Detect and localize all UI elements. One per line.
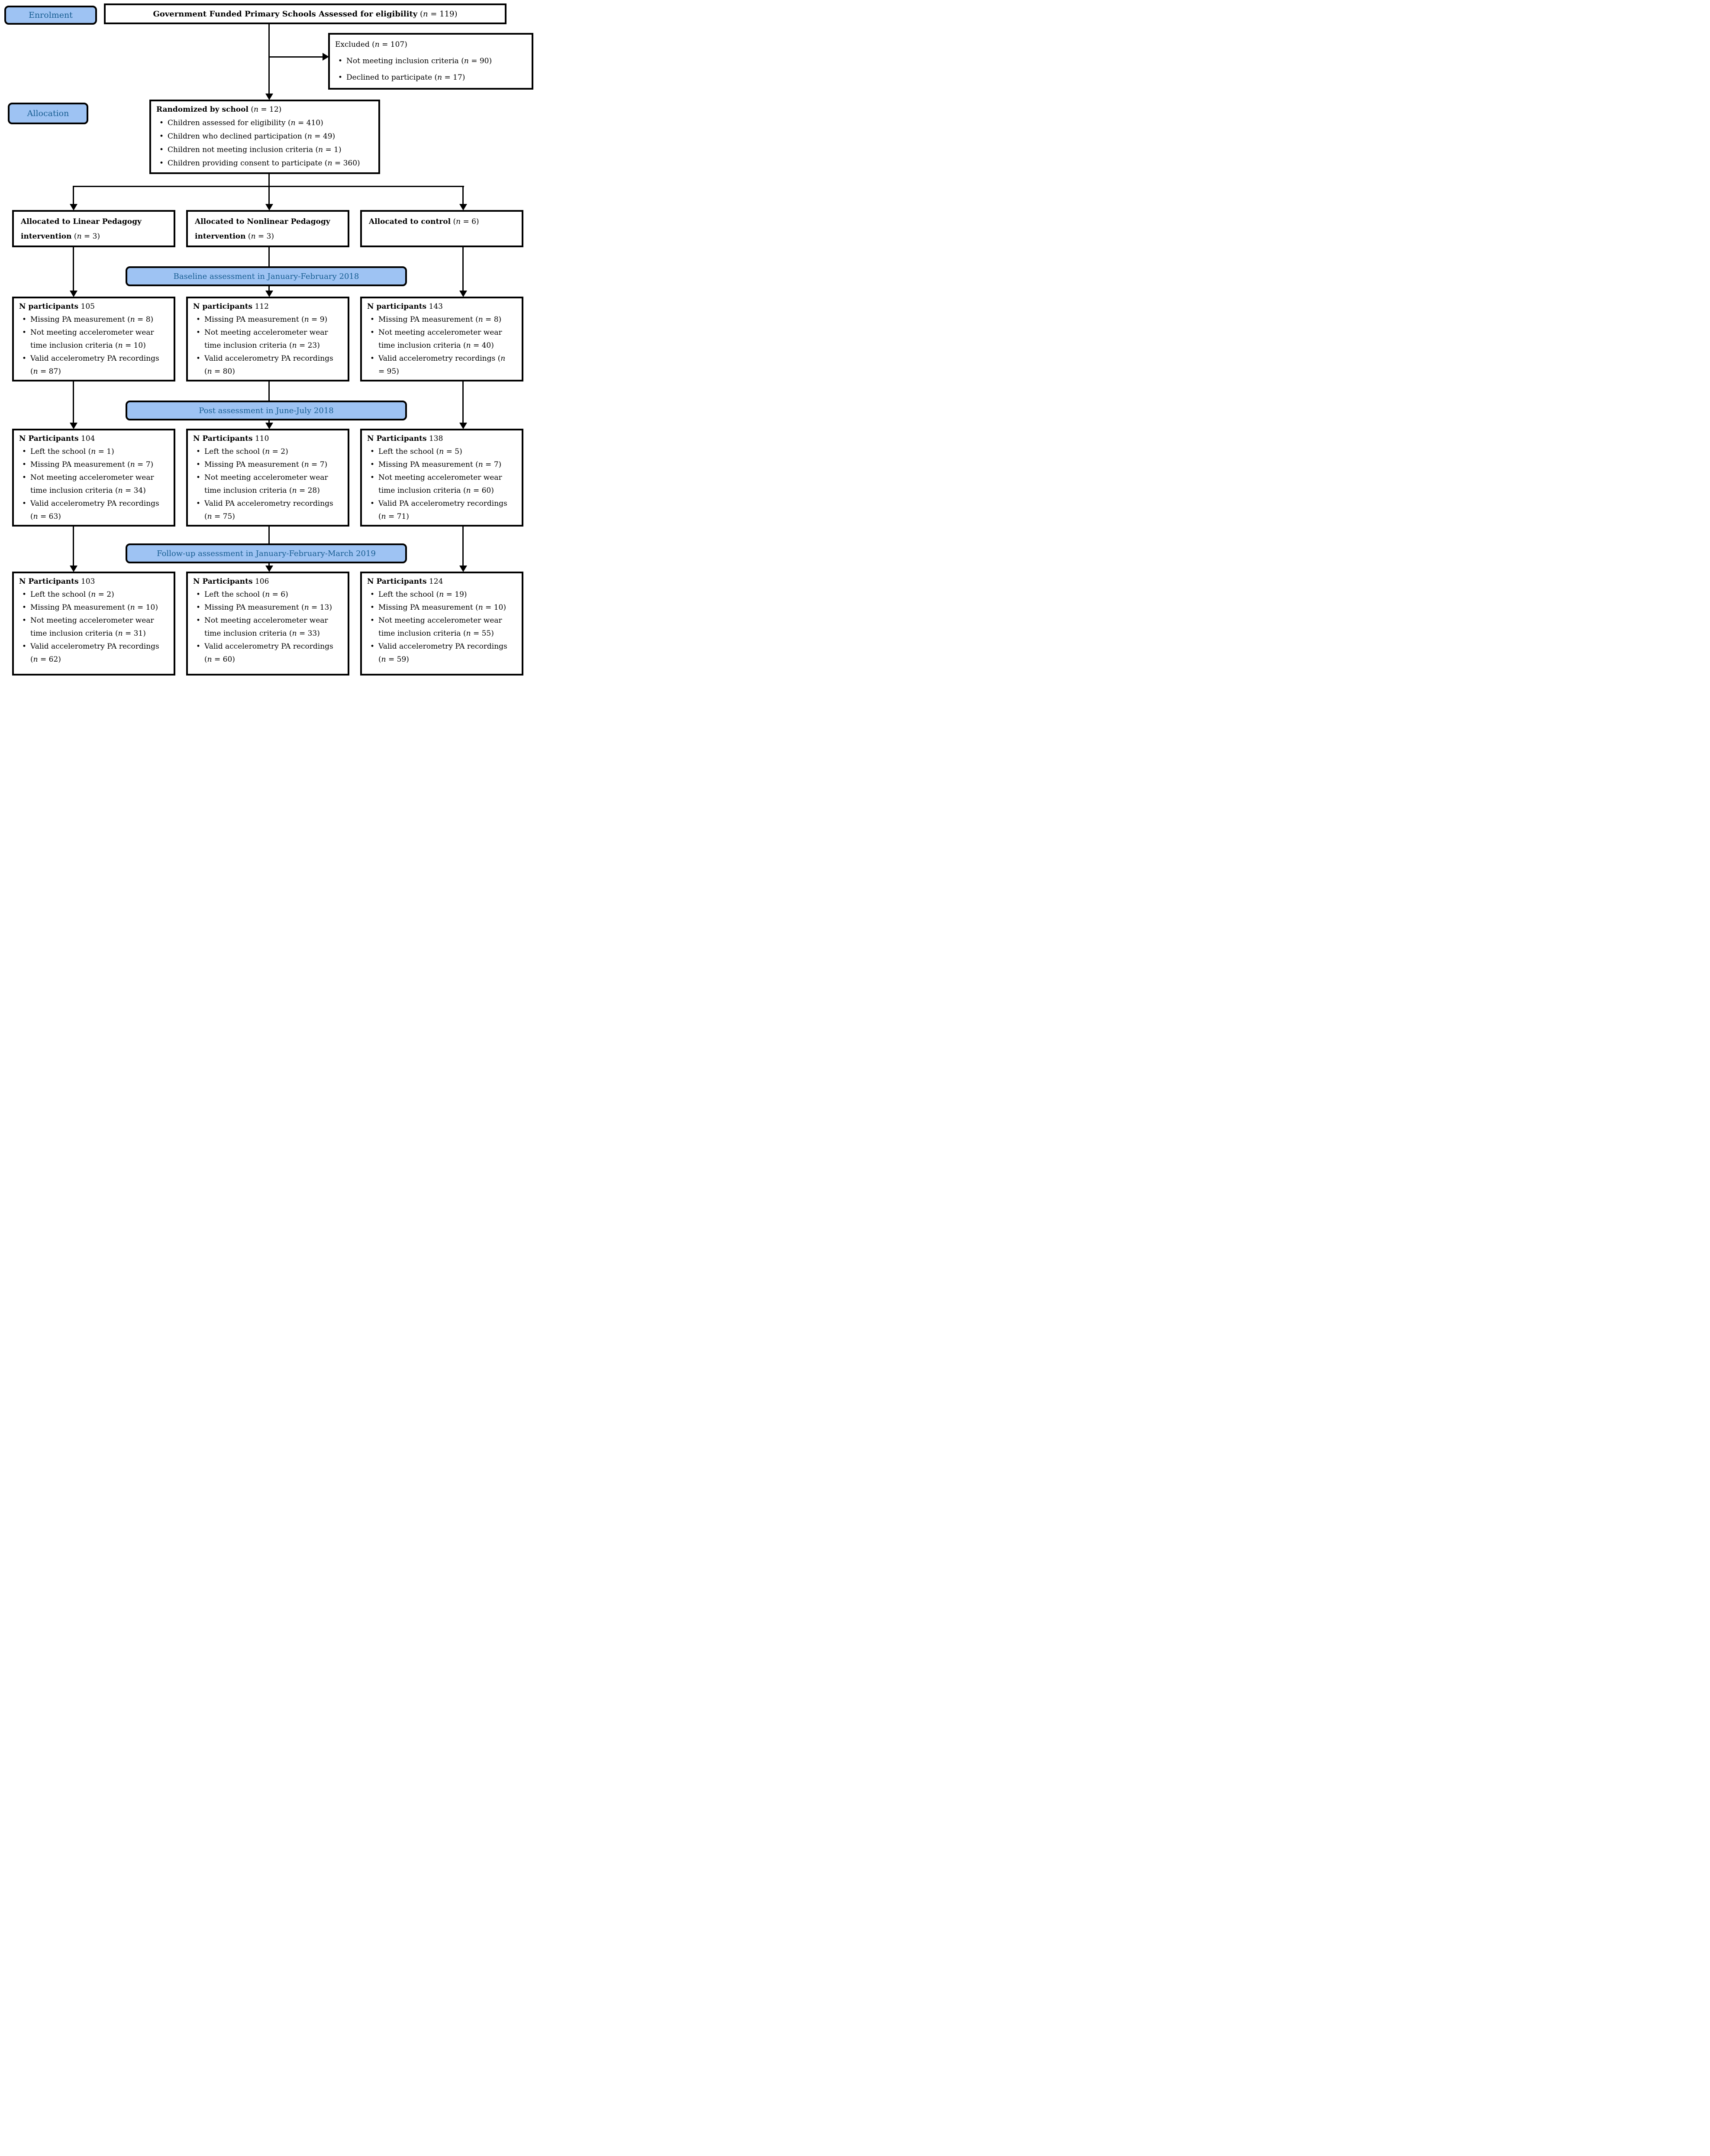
randomized-heading-bold: Randomized by school	[156, 105, 248, 114]
bullet-item: • Left the school (n = 2)	[19, 588, 163, 601]
excluded-box	[328, 33, 533, 90]
allocated-control-n: (n = 6)	[453, 217, 479, 226]
bullet-item: • Not meeting accelerometer wear time inclusion criteria (n = 34)	[19, 471, 163, 497]
arrow-down-icon	[70, 423, 77, 429]
post-control-box	[360, 429, 523, 527]
baseline-banner	[126, 266, 407, 286]
bullet-item: • Missing PA measurement (n = 13)	[193, 601, 337, 614]
bullet-item: • Valid accelerometry PA recordings (n = 63)	[19, 497, 163, 523]
bullet-item: • Valid accelerometry PA recordings (n = 87)	[19, 352, 163, 378]
connector-randomized-to-split	[268, 174, 270, 187]
bullet-item: • Missing PA measurement (n = 7)	[367, 458, 511, 471]
heading-count: 105	[81, 302, 95, 311]
eligibility-title: Government Funded Primary Schools Assessed for eligibility	[153, 9, 418, 19]
followup-control-box	[360, 572, 523, 676]
bullet-item: • Valid accelerometry PA recordings (n = 62)	[19, 640, 163, 666]
bullet-item: • Not meeting accelerometer wear time inclusion criteria (n = 28)	[193, 471, 337, 497]
allocated-control-title: Allocated to control	[369, 217, 451, 226]
allocated-linear-n: (n = 3)	[74, 232, 100, 241]
bullet-item: • Missing PA measurement (n = 10)	[367, 601, 511, 614]
followup-banner-text: Follow-up assessment in January-February-March 2019	[157, 549, 376, 558]
post-nonlinear-box	[186, 429, 349, 527]
bullet-item: • Valid accelerometry PA recordings (n = 80)	[193, 352, 337, 378]
box-heading	[19, 300, 163, 313]
eligibility-box-text	[153, 10, 457, 19]
heading-count: 143	[429, 302, 443, 311]
baseline-linear-box	[12, 297, 175, 381]
box-heading	[367, 300, 511, 313]
arrow-down-icon	[70, 566, 77, 572]
allocated-nonlinear-title: Allocated to Nonlinear Pedagogy intervention	[195, 217, 330, 241]
box-heading	[193, 432, 337, 445]
arrow-down-icon	[265, 204, 273, 210]
bullet-item: • Valid PA accelerometry recordings (n = 75)	[193, 497, 337, 523]
arrow-down-icon	[459, 291, 467, 297]
bullet-item: • Missing PA measurement (n = 9)	[193, 313, 337, 326]
heading-count: 138	[429, 434, 443, 443]
connector-right	[462, 381, 464, 423]
randomized-box	[149, 100, 380, 174]
bullet-item: • Left the school (n = 19)	[367, 588, 511, 601]
post-banner-text: Post assessment in June-July 2018	[199, 406, 334, 415]
connector-right	[462, 527, 464, 566]
connector-split-middle	[268, 186, 270, 204]
bullet-item: • Left the school (n = 2)	[193, 445, 337, 458]
randomized-n: (n = 12)	[251, 105, 282, 114]
connector-right	[462, 247, 464, 291]
arrow-down-icon	[265, 94, 273, 100]
bullet-item: • Left the school (n = 5)	[367, 445, 511, 458]
heading-bold: N Participants	[193, 577, 253, 586]
connector-to-excluded	[269, 56, 323, 58]
arrow-down-icon	[70, 204, 77, 210]
heading-bold: N Participants	[367, 577, 427, 586]
eligibility-box	[104, 3, 507, 24]
connector-top-to-randomized	[268, 24, 270, 94]
bullet-item: • Not meeting accelerometer wear time inclusion criteria (n = 60)	[367, 471, 511, 497]
heading-bold: N participants	[19, 302, 79, 311]
bullet-item: • Children assessed for eligibility (n = 410)	[156, 116, 376, 130]
baseline-nonlinear-box	[186, 297, 349, 381]
baseline-banner-text: Baseline assessment in January-February 2018	[173, 272, 359, 281]
bullet-item: • Missing PA measurement (n = 7)	[193, 458, 337, 471]
bullet-item: • Missing PA measurement (n = 10)	[19, 601, 163, 614]
heading-bold: N participants	[193, 302, 253, 311]
followup-linear-box	[12, 572, 175, 676]
connector-split-left	[73, 186, 74, 204]
arrow-down-icon	[70, 291, 77, 297]
heading-bold: N Participants	[367, 434, 427, 443]
stage-label-enrolment-text: Enrolment	[29, 10, 73, 20]
bullet-item: • Not meeting accelerometer wear time inclusion criteria (n = 55)	[367, 614, 511, 640]
bullet-item: • Not meeting accelerometer wear time inclusion criteria (n = 23)	[193, 326, 337, 352]
bullet-item: • Not meeting accelerometer wear time inclusion criteria (n = 31)	[19, 614, 163, 640]
box-heading	[193, 575, 337, 588]
arrow-down-icon	[459, 423, 467, 429]
randomized-heading	[156, 103, 376, 116]
bullet-item: • Not meeting accelerometer wear time inclusion criteria (n = 10)	[19, 326, 163, 352]
heading-bold: N Participants	[19, 577, 79, 586]
allocated-nonlinear-n: (n = 3)	[248, 232, 274, 241]
arrow-down-icon	[265, 423, 273, 429]
bullet-item: • Left the school (n = 6)	[193, 588, 337, 601]
connector-left	[73, 381, 74, 423]
bullet-item: • Valid accelerometry recordings (n = 95)	[367, 352, 511, 378]
followup-banner	[126, 543, 407, 563]
allocated-linear-box	[12, 210, 175, 247]
eligibility-n: (n = 119)	[420, 9, 458, 19]
heading-bold: N Participants	[193, 434, 253, 443]
bullet-item: • Missing PA measurement (n = 8)	[367, 313, 511, 326]
bullet-item: • Valid PA accelerometry recordings (n = 71)	[367, 497, 511, 523]
post-banner	[126, 401, 407, 420]
connector-split-right	[462, 186, 464, 204]
allocated-control-box	[360, 210, 523, 247]
bullet-item: • Not meeting accelerometer wear time inclusion criteria (n = 33)	[193, 614, 337, 640]
connector-left	[73, 247, 74, 291]
connector-middle-upper	[268, 381, 270, 401]
bullet-item: • Valid accelerometry PA recordings (n = 60)	[193, 640, 337, 666]
arrow-down-icon	[459, 204, 467, 210]
bullet-item: • Left the school (n = 1)	[19, 445, 163, 458]
stage-label-enrolment	[4, 6, 97, 25]
heading-bold: N Participants	[19, 434, 79, 443]
heading-count: 106	[255, 577, 269, 586]
stage-label-allocation-text: Allocation	[27, 109, 69, 118]
box-heading	[19, 575, 163, 588]
heading-count: 110	[255, 434, 269, 443]
post-linear-box	[12, 429, 175, 527]
arrow-down-icon	[265, 291, 273, 297]
arrow-down-icon	[459, 566, 467, 572]
heading-count: 124	[429, 577, 443, 586]
excluded-heading: Excluded (n = 107)	[335, 40, 407, 49]
heading-bold: N participants	[367, 302, 427, 311]
allocated-linear-title: Allocated to Linear Pedagogy intervention	[21, 217, 142, 241]
followup-nonlinear-box	[186, 572, 349, 676]
connector-middle-upper	[268, 527, 270, 544]
baseline-control-box	[360, 297, 523, 381]
box-heading	[367, 575, 511, 588]
box-heading	[193, 300, 337, 313]
bullet-item: • Valid accelerometry PA recordings (n = 59)	[367, 640, 511, 666]
bullet-item: • Not meeting inclusion criteria (n = 90)	[335, 53, 527, 69]
connector-left	[73, 527, 74, 566]
heading-count: 112	[255, 302, 269, 311]
box-heading	[367, 432, 511, 445]
consort-flow-diagram	[0, 0, 537, 678]
bullet-item: • Children not meeting inclusion criteria (n = 1)	[156, 143, 376, 157]
heading-count: 103	[81, 577, 95, 586]
stage-label-allocation	[8, 103, 88, 124]
bullet-item: • Not meeting accelerometer wear time inclusion criteria (n = 40)	[367, 326, 511, 352]
bullet-item: • Children who declined participation (n = 49)	[156, 130, 376, 143]
allocated-nonlinear-box	[186, 210, 349, 247]
connector-middle-upper	[268, 247, 270, 267]
box-heading	[19, 432, 163, 445]
bullet-item: • Missing PA measurement (n = 8)	[19, 313, 163, 326]
bullet-item: • Missing PA measurement (n = 7)	[19, 458, 163, 471]
arrow-down-icon	[265, 566, 273, 572]
bullet-item: • Declined to participate (n = 17)	[335, 69, 527, 86]
bullet-item: • Children providing consent to participate (n = 360)	[156, 157, 376, 170]
heading-count: 104	[81, 434, 95, 443]
